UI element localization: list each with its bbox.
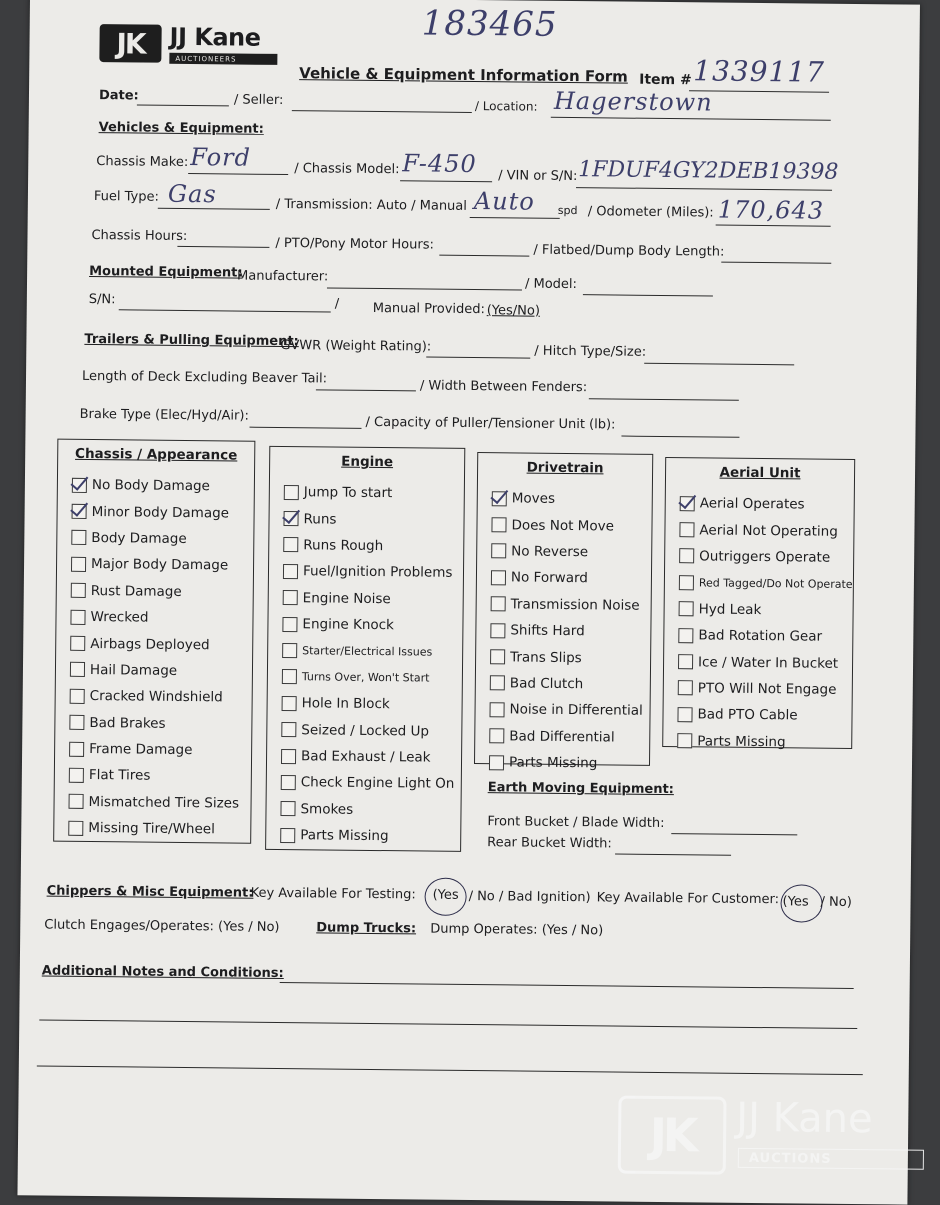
checkbox-icon[interactable] — [282, 617, 297, 632]
drivetrain-title: Drivetrain — [526, 459, 604, 477]
engine-item-label: Turns Over, Won't Start — [301, 670, 430, 685]
engine-box — [265, 446, 465, 852]
checkbox-icon[interactable] — [281, 749, 296, 764]
checkbox-icon[interactable] — [491, 544, 506, 559]
jj-kane-logo-icon: JK — [99, 24, 161, 63]
chassis-item-label: Cracked Windshield — [89, 688, 223, 706]
key-customer-rest: / No) — [820, 894, 852, 910]
chassis-item-label: No Body Damage — [91, 477, 210, 495]
checkbox-icon[interactable] — [491, 517, 506, 532]
transmission-value: Auto — [473, 187, 535, 216]
checkbox-icon[interactable] — [70, 609, 85, 624]
aerial-item-label: Red Tagged/Do Not Operate — [698, 576, 853, 591]
chippers-title: Chippers & Misc Equipment: — [46, 883, 254, 901]
aerial-item — [678, 675, 852, 703]
engine-item-label: Engine Knock — [302, 616, 394, 634]
drivetrain-item-label: Transmission Noise — [510, 596, 640, 614]
checkbox-icon[interactable] — [490, 676, 505, 691]
engine-item-label: Jump To start — [303, 484, 393, 502]
aerial-item — [679, 543, 853, 571]
item-value: 1339117 — [693, 54, 826, 89]
watermark-name: JJ Kane — [736, 1094, 873, 1143]
chassis-item-label: Mismatched Tire Sizes — [88, 793, 240, 812]
stock-number: 183465 — [421, 3, 558, 45]
drivetrain-item — [489, 749, 649, 777]
chassis-item-label: Airbags Deployed — [90, 635, 210, 653]
manual-provided-options: (Yes/No) — [486, 303, 541, 319]
drivetrain-item-label: Noise in Differential — [509, 701, 643, 720]
aerial-item — [677, 728, 851, 756]
checkbox-icon[interactable] — [281, 775, 296, 790]
checkbox-icon[interactable] — [69, 715, 84, 730]
spd-label: spd — [557, 203, 578, 218]
location-value: Hagerstown — [553, 86, 713, 117]
additional-notes-title: Additional Notes and Conditions: — [41, 963, 284, 982]
chassis-item-label: Wrecked — [90, 609, 149, 626]
aerial-item-label: Bad Rotation Gear — [698, 627, 823, 645]
checkbox-icon[interactable] — [678, 654, 693, 669]
checkbox-icon[interactable] — [678, 628, 693, 643]
checkbox-icon[interactable] — [69, 794, 84, 809]
aerial-item — [680, 490, 854, 518]
aerial-item — [677, 701, 851, 729]
chassis-item — [69, 762, 251, 790]
drivetrain-item — [490, 644, 650, 672]
checkbox-icon[interactable] — [70, 689, 85, 704]
drivetrain-item-label: Trans Slips — [510, 648, 582, 666]
deck-length-label: Length of Deck Excluding Beaver Tail: — [81, 368, 328, 387]
checkbox-icon[interactable] — [678, 681, 693, 696]
sn-label: S/N: — [88, 291, 116, 308]
checkbox-icon[interactable] — [491, 596, 506, 611]
checkbox-icon[interactable] — [72, 477, 87, 492]
checkbox-icon[interactable] — [489, 702, 504, 717]
checkbox-icon[interactable] — [71, 583, 86, 598]
dump-trucks-title: Dump Trucks: — [316, 920, 417, 937]
checkbox-icon[interactable] — [680, 496, 695, 511]
checkbox-icon[interactable] — [283, 537, 298, 552]
checkbox-icon[interactable] — [68, 821, 83, 836]
engine-item — [281, 690, 461, 718]
checkbox-icon[interactable] — [679, 601, 694, 616]
checkbox-icon[interactable] — [284, 485, 299, 500]
aerial-unit-box — [662, 457, 855, 749]
aerial-item — [678, 596, 852, 624]
chassis-item-label: Bad Brakes — [89, 714, 166, 732]
checkbox-icon[interactable] — [283, 511, 298, 526]
checkbox-icon[interactable] — [70, 662, 85, 677]
key-customer-yes-circle — [780, 884, 822, 922]
engine-item — [283, 585, 463, 613]
aerial-item-label: Aerial Operates — [699, 495, 805, 513]
aerial-item — [679, 569, 853, 597]
checkbox-icon[interactable] — [489, 728, 504, 743]
logo-name: JJ Kane — [169, 22, 261, 52]
engine-item — [283, 532, 463, 560]
checkbox-icon[interactable] — [283, 590, 298, 605]
section-vehicles: Vehicles & Equipment: — [98, 120, 264, 137]
aerial-item-label: Hyd Leak — [698, 601, 762, 618]
drivetrain-item — [490, 617, 650, 645]
chassis-item — [68, 788, 250, 816]
manual-provided-label: Manual Provided: — [372, 300, 486, 318]
odometer-value: 170,643 — [717, 195, 825, 225]
engine-item — [283, 558, 463, 586]
dump-operates-label: Dump Operates: (Yes / No) — [430, 921, 604, 939]
chassis-item — [71, 551, 253, 579]
aerial-item-label: PTO Will Not Engage — [697, 680, 837, 698]
chassis-item-label: Missing Tire/Wheel — [88, 820, 215, 838]
engine-item — [280, 796, 460, 824]
engine-title: Engine — [341, 453, 394, 471]
fender-width-label: / Width Between Fenders: — [419, 378, 588, 396]
drivetrain-item-label: Parts Missing — [508, 754, 598, 772]
chassis-item-label: Rust Damage — [90, 582, 182, 600]
engine-item — [283, 505, 463, 533]
fuel-type-value: Gas — [167, 179, 217, 209]
engine-item-label: Seized / Locked Up — [301, 721, 430, 740]
form-title: Vehicle & Equipment Information Form — [299, 64, 628, 86]
chassis-item-label: Frame Damage — [89, 741, 193, 759]
chassis-item-label: Major Body Damage — [90, 556, 229, 574]
key-customer-label: Key Available For Customer: — [596, 890, 780, 908]
brake-type-label: Brake Type (Elec/Hyd/Air): — [79, 406, 249, 424]
key-testing-label: Key Available For Testing: — [250, 885, 416, 903]
key-customer-yes: (Yes — [782, 894, 809, 910]
chassis-make-value: Ford — [190, 143, 252, 172]
rear-bucket-label: Rear Bucket Width: — [487, 835, 612, 852]
engine-item-label: Runs — [303, 510, 337, 528]
engine-item — [280, 822, 460, 850]
chassis-item — [70, 657, 252, 685]
manufacturer-label: Manufacturer: — [237, 268, 329, 285]
drivetrain-item-label: No Reverse — [511, 543, 589, 561]
chassis-item-label: Body Damage — [91, 529, 187, 547]
drivetrain-item-label: Shifts Hard — [510, 622, 585, 640]
aerial-item — [678, 622, 852, 650]
earth-moving-title: Earth Moving Equipment: — [487, 780, 675, 798]
key-testing-yes-circle — [424, 878, 466, 916]
engine-item — [282, 664, 462, 692]
checkbox-icon[interactable] — [677, 707, 692, 722]
watermark-logo-icon: JK — [618, 1096, 727, 1175]
aerial-item-label: Outriggers Operate — [699, 548, 831, 566]
drivetrain-item-label: Bad Differential — [509, 728, 615, 746]
chassis-item — [69, 736, 251, 764]
checkbox-icon[interactable] — [280, 801, 295, 816]
checkbox-icon[interactable] — [283, 564, 298, 579]
engine-item — [282, 611, 462, 639]
seller-label: / Seller: — [233, 92, 284, 108]
drivetrain-item — [489, 723, 649, 751]
drivetrain-item — [491, 564, 651, 592]
engine-item — [284, 479, 464, 507]
drivetrain-item-label: Bad Clutch — [509, 675, 584, 693]
chassis-model-value: F-450 — [402, 149, 477, 179]
drivetrain-item — [489, 696, 649, 724]
chassis-item — [70, 604, 252, 632]
gvwr-label: GVWR (Weight Rating): — [280, 337, 432, 355]
chassis-item — [71, 525, 253, 553]
chassis-hours-label: Chassis Hours: — [91, 227, 188, 245]
odometer-label: / Odometer (Miles): — [587, 204, 714, 221]
checkbox-icon[interactable] — [491, 570, 506, 585]
front-bucket-label: Front Bucket / Blade Width: — [487, 814, 665, 832]
drivetrain-item-label: No Forward — [510, 569, 588, 587]
checkbox-icon[interactable] — [280, 828, 295, 843]
form-paper: 183465 JK JJ Kane AUCTIONEERS Vehicle & Equipment Information Form Item # 1339117 Date: / Seller: / Location: Hagerstown Vehicles & Equipment: Chassis Make: Ford / Chassis Model: F-450 / VIN or S/N: 1FDUF4GY2DEB19398 Fuel Type: Gas / Transmission: Auto / Manual Auto spd / Odometer (Miles): 170,643 Chassis Hours: / PTO/Pony Motor Hours: / Flatbed/Dump Body Length: Mounted Equipment: Manufacturer: / Model: S/N: / Manual Provided: (Yes/No) Trailers & Pulling Equipment: GVWR (Weight Rating): / Hitch Type/Size: Length of Deck Excluding Beaver Tail: / Width Between Fenders: Brake Type (Elec/Hyd/Air): / Capacity of Puller/Tensioner Unit (lb): Chassis / Appearance No Body Damage Minor Body Damage Body Damage Major Body Damage Rust Damage Wrecked Airbags Deployed Hail Damage Cracked Windshield Bad Brakes Frame Damage Flat Tires Mismatched Tire Sizes Missing Tire/Wheel Engine Jump To start Runs Runs Rough Fuel/Ignition Problems Engine Noise Engine Knock Starter/Electrical Issues Turns Over, Won't Start Hole In Block Seized / Locked Up Bad Exhaust / Leak Check Engine Light On Smokes Parts Missing Drivetrain Moves Does Not Move No Reverse No Forward Transmission Noise Shifts Hard Trans Slips Bad Clutch Noise in Differential Bad Differential Parts Missing Aerial Unit Aerial Operates Aerial Not Operating Outriggers Operate Red Tagged/Do Not Operate Hyd Leak Bad Rotation Gear Ice / Water In Bucket PTO Will Not Engage Bad PTO Cable Parts Missing Earth Moving Equipment: Front Bucket / Blade Width: Rear Bucket Width: Chippers & Misc Equipment: Key Available For Testing: (Yes / No / Bad Ignition) Key Available For Customer: (Yes / No) Clutch Engages/Operates: (Yes / No) Dump Trucks: Dump Operates: (Yes / No) Additional Notes and Conditions: JK JJ Kane AUCTIONS — [17, 0, 920, 1205]
checkbox-icon[interactable] — [490, 623, 505, 638]
engine-item-label: Fuel/Ignition Problems — [302, 563, 453, 582]
checkbox-icon[interactable] — [490, 649, 505, 664]
trailers-title: Trailers & Pulling Equipment: — [84, 331, 299, 350]
chassis-item-label: Minor Body Damage — [91, 503, 230, 522]
drivetrain-item-label: Does Not Move — [511, 516, 615, 535]
chassis-item — [69, 709, 251, 737]
checkbox-icon[interactable] — [72, 504, 87, 519]
engine-item-label: Hole In Block — [301, 695, 390, 713]
mounted-equipment-title: Mounted Equipment: — [89, 263, 243, 281]
aerial-item-label: Ice / Water In Bucket — [697, 653, 839, 672]
engine-item-label: Engine Noise — [302, 589, 391, 607]
date-label: Date: — [98, 88, 139, 104]
chassis-item — [68, 815, 250, 843]
chassis-item — [71, 498, 253, 526]
checkbox-icon[interactable] — [69, 768, 84, 783]
checkbox-icon[interactable] — [71, 530, 86, 545]
drivetrain-box — [474, 452, 653, 772]
engine-item — [281, 717, 461, 745]
engine-item-label: Starter/Electrical Issues — [302, 644, 433, 659]
drivetrain-item-label: Moves — [511, 490, 556, 508]
drivetrain-item — [492, 485, 652, 513]
engine-item-label: Bad Exhaust / Leak — [300, 748, 431, 766]
drivetrain-item — [491, 512, 651, 540]
aerial-item — [678, 649, 852, 677]
fuel-type-label: Fuel Type: — [93, 189, 159, 205]
checkbox-icon[interactable] — [489, 755, 504, 770]
clutch-operates-label: Clutch Engages/Operates: (Yes / No) — [44, 917, 280, 936]
checkbox-icon[interactable] — [71, 557, 86, 572]
flatbed-length-label: / Flatbed/Dump Body Length: — [533, 242, 725, 260]
checkbox-icon[interactable] — [679, 575, 694, 590]
chassis-item — [70, 683, 252, 711]
chassis-appearance-box — [53, 439, 255, 844]
mounted-model-label: / Model: — [524, 276, 578, 293]
aerial-item-label: Parts Missing — [697, 733, 786, 750]
chassis-appearance-title: Chassis / Appearance — [75, 445, 238, 464]
chassis-item-label: Hail Damage — [89, 661, 178, 679]
aerial-item-label: Aerial Not Operating — [699, 521, 838, 540]
vin-label: / VIN or S/N: — [498, 168, 578, 185]
aerial-unit-title: Aerial Unit — [719, 464, 801, 482]
chassis-item-label: Flat Tires — [88, 767, 151, 785]
chassis-model-label: / Chassis Model: — [294, 161, 400, 178]
checkbox-icon[interactable] — [677, 733, 692, 748]
hitch-label: / Hitch Type/Size: — [534, 343, 647, 360]
pto-hours-label: / PTO/Pony Motor Hours: — [275, 235, 434, 253]
chassis-make-label: Chassis Make: — [96, 154, 189, 171]
aerial-item-label: Bad PTO Cable — [697, 706, 798, 724]
transmission-label: / Transmission: Auto / Manual — [275, 196, 467, 214]
engine-item-label: Runs Rough — [303, 537, 384, 555]
checkbox-icon[interactable] — [281, 722, 296, 737]
checkbox-icon[interactable] — [282, 643, 297, 658]
checkbox-icon[interactable] — [282, 696, 297, 711]
key-testing-rest: / No / Bad Ignition) — [468, 888, 591, 906]
checkbox-icon[interactable] — [70, 636, 85, 651]
drivetrain-item — [490, 670, 650, 698]
engine-item — [281, 769, 461, 797]
logo-sub: AUCTIONEERS — [169, 53, 277, 65]
chassis-item — [71, 577, 253, 605]
engine-item-label: Smokes — [300, 801, 354, 818]
checkbox-icon[interactable] — [679, 522, 694, 537]
watermark-sub: AUCTIONS — [738, 1148, 924, 1170]
engine-item — [281, 743, 461, 771]
aerial-item — [679, 517, 853, 545]
drivetrain-item — [491, 591, 651, 619]
checkbox-icon[interactable] — [282, 669, 297, 684]
engine-item-label: Check Engine Light On — [300, 774, 455, 793]
chassis-item — [70, 630, 252, 658]
vin-value: 1FDUF4GY2DEB19398 — [578, 157, 839, 185]
chassis-item — [72, 472, 254, 500]
key-testing-yes: (Yes — [432, 887, 459, 903]
puller-capacity-label: / Capacity of Puller/Tensioner Unit (lb): — [365, 414, 616, 433]
checkbox-icon[interactable] — [69, 741, 84, 756]
engine-item — [282, 637, 462, 665]
location-label: / Location: — [474, 99, 538, 114]
checkbox-icon[interactable] — [492, 491, 507, 506]
engine-item-label: Parts Missing — [300, 827, 389, 845]
item-label: Item # — [639, 71, 692, 89]
drivetrain-item — [491, 538, 651, 566]
checkbox-icon[interactable] — [679, 549, 694, 564]
